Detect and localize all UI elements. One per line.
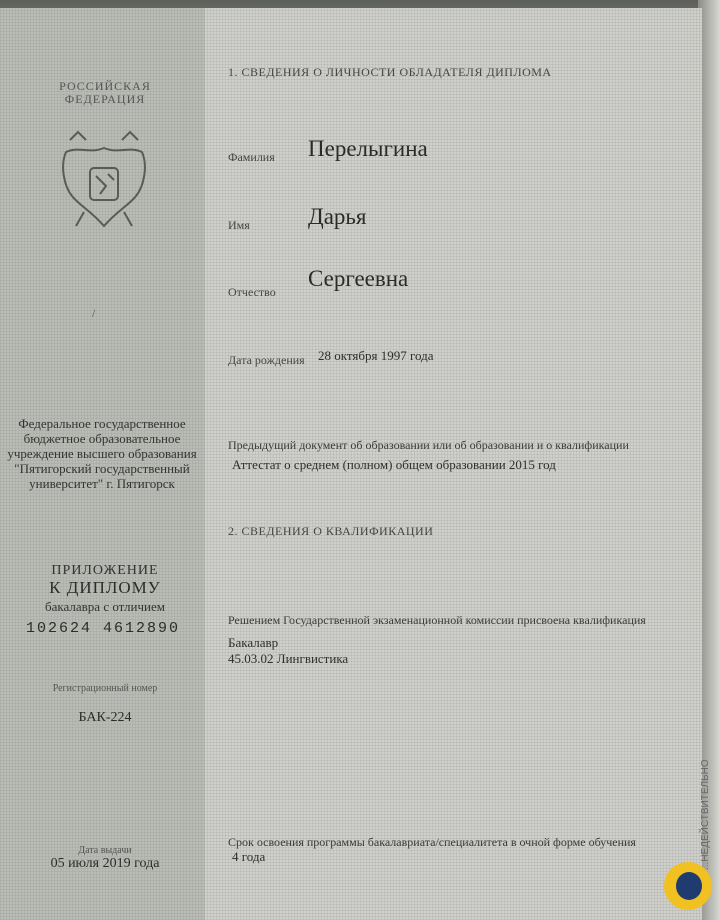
- duration-value: 4 года: [232, 849, 266, 864]
- qualification-value: Бакалавр: [228, 635, 279, 650]
- appendix-title: ПРИЛОЖЕНИЕ: [51, 563, 159, 578]
- appendix-level: бакалавра с отличием: [45, 599, 165, 614]
- diploma-appendix-page: [0, 8, 702, 920]
- previous-document-label: Предыдущий документ об образовании или об образовании и о квалификации: [228, 438, 629, 452]
- watermark-logo-icon: [664, 862, 712, 910]
- organization-name: Федеральное государственное бюджетное образовательное учреждение высшего образования "Пятигорский государственный университет" г. Пятигорск: [7, 416, 197, 491]
- patronymic-label: Отчество: [228, 285, 276, 299]
- side-stamp-text: ...НЕДЕЙСТВИТЕЛЬНО: [700, 759, 711, 870]
- decorative-mark: /: [92, 306, 96, 320]
- specialty-value: 45.03.02 Лингвистика: [228, 651, 349, 666]
- surname-label: Фамилия: [228, 150, 275, 164]
- country-name: РОССИЙСКАЯ ФЕДЕРАЦИЯ: [59, 79, 151, 106]
- registration-number: БАК-224: [78, 710, 132, 725]
- birth-date-value: 28 октября 1997 года: [318, 348, 434, 363]
- section1-title: 1. СВЕДЕНИЯ О ЛИЧНОСТИ ОБЛАДАТЕЛЯ ДИПЛОМА: [228, 65, 552, 79]
- surname-value: Перелыгина: [308, 136, 428, 161]
- birth-date-label: Дата рождения: [228, 353, 305, 367]
- appendix-subtitle: К ДИПЛОМУ: [49, 578, 161, 597]
- registration-label: Регистрационный номер: [52, 683, 158, 694]
- document-series-number: 102624 4612890: [25, 620, 181, 637]
- coat-of-arms-icon: [50, 126, 158, 244]
- qualification-decision: Решением Государственной экзаменационной комиссии присвоена квалификация: [228, 613, 646, 627]
- previous-document-value: Аттестат о среднем (полном) общем образовании 2015 год: [232, 457, 556, 472]
- issue-date: 05 июля 2019 года: [50, 856, 160, 871]
- name-label: Имя: [228, 218, 250, 232]
- issue-date-label: Дата выдачи: [78, 845, 132, 856]
- name-value: Дарья: [308, 204, 367, 229]
- patronymic-value: Сергеевна: [308, 266, 409, 291]
- duration-label: Срок освоения программы бакалавриата/специалитета в очной форме обучения: [228, 835, 636, 849]
- section2-title: 2. СВЕДЕНИЯ О КВАЛИФИКАЦИИ: [228, 524, 434, 538]
